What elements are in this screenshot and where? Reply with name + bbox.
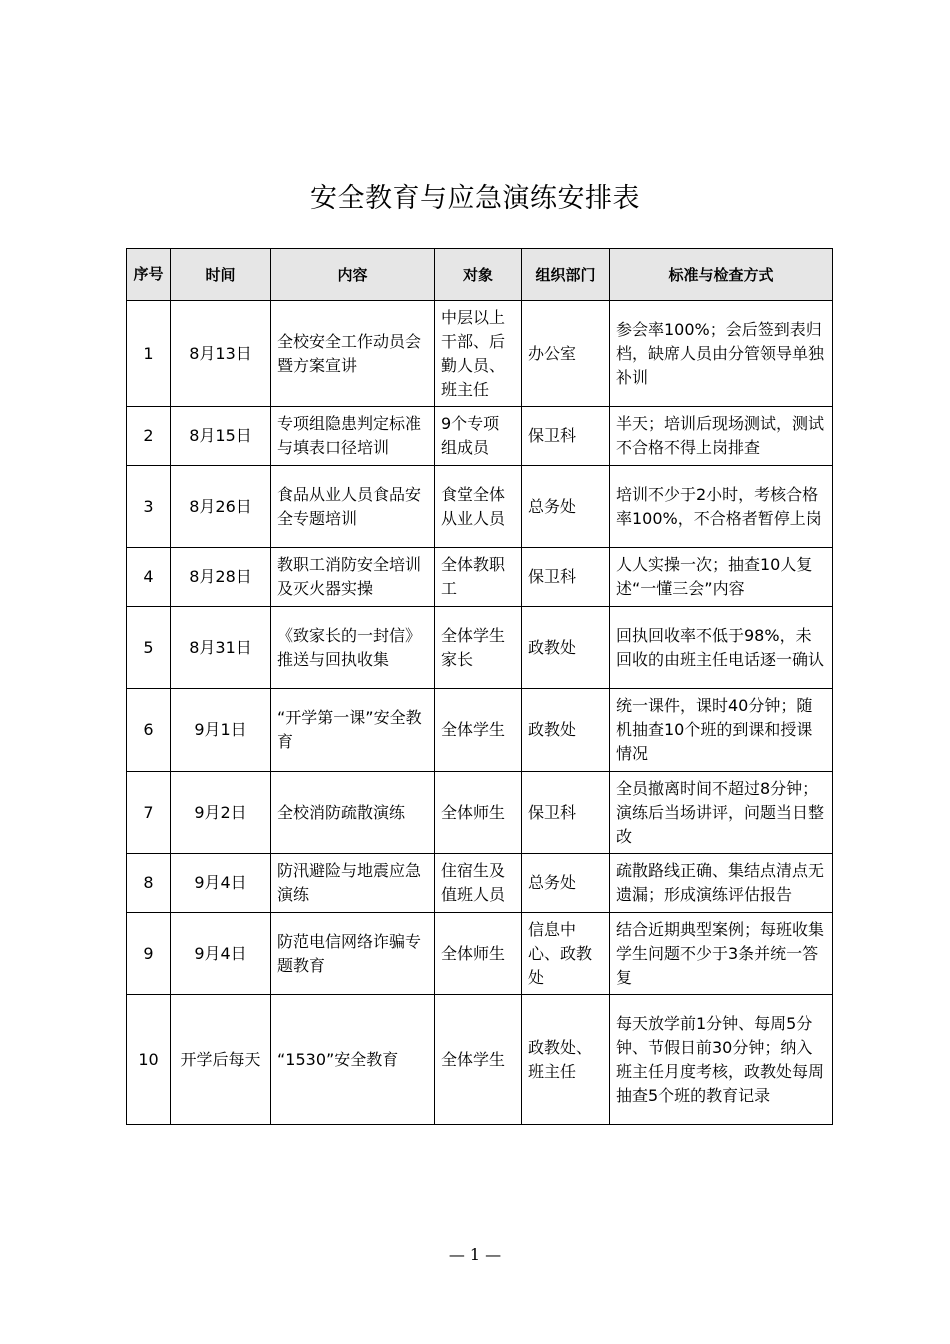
- cell-time: 9月4日: [171, 854, 271, 913]
- cell-standard: 人人实操一次；抽查10人复述“一懂三会”内容: [610, 548, 833, 607]
- cell-department: 总务处: [522, 466, 610, 548]
- cell-time: 9月4日: [171, 913, 271, 995]
- cell-standard: 统一课件，课时40分钟；随机抽查10个班的到课和授课情况: [610, 689, 833, 772]
- cell-time: 8月31日: [171, 607, 271, 689]
- cell-standard: 疏散路线正确、集结点清点无遗漏；形成演练评估报告: [610, 854, 833, 913]
- cell-index: 6: [127, 689, 171, 772]
- table-row: [127, 607, 833, 689]
- header-department: 组织部门: [522, 249, 610, 301]
- cell-index: 8: [127, 854, 171, 913]
- cell-target: 食堂全体从业人员: [435, 466, 522, 548]
- cell-department: 信息中心、政教处: [522, 913, 610, 995]
- cell-index: 5: [127, 607, 171, 689]
- cell-target: 全体师生: [435, 913, 522, 995]
- cell-target: 全体教职工: [435, 548, 522, 607]
- cell-standard: 回执回收率不低于98%，未回收的由班主任电话逐一确认: [610, 607, 833, 689]
- schedule-table: [126, 248, 833, 1125]
- table-row: [127, 854, 833, 913]
- cell-standard: 全员撤离时间不超过8分钟；演练后当场讲评，问题当日整改: [610, 772, 833, 854]
- cell-department: 保卫科: [522, 548, 610, 607]
- table-row: [127, 689, 833, 772]
- table-row: [127, 407, 833, 466]
- cell-department: 政教处: [522, 689, 610, 772]
- cell-content: 《致家长的一封信》推送与回执收集: [271, 607, 435, 689]
- cell-time: 9月2日: [171, 772, 271, 854]
- cell-time: 9月1日: [171, 689, 271, 772]
- cell-time: 8月28日: [171, 548, 271, 607]
- page-title: 安全教育与应急演练安排表: [310, 183, 640, 214]
- cell-target: 全体学生: [435, 689, 522, 772]
- header-index: 序号: [127, 249, 171, 301]
- cell-index: 3: [127, 466, 171, 548]
- table-row: [127, 913, 833, 995]
- cell-target: 住宿生及值班人员: [435, 854, 522, 913]
- cell-department: 保卫科: [522, 407, 610, 466]
- cell-standard: 参会率100%；会后签到表归档，缺席人员由分管领导单独补训: [610, 301, 833, 407]
- table-row: [127, 301, 833, 407]
- cell-index: 9: [127, 913, 171, 995]
- cell-content: 全校消防疏散演练: [271, 772, 435, 854]
- cell-target: 全体学生: [435, 995, 522, 1125]
- cell-time: 8月13日: [171, 301, 271, 407]
- cell-department: 政教处、班主任: [522, 995, 610, 1125]
- cell-content: 食品从业人员食品安全专题培训: [271, 466, 435, 548]
- table-row: [127, 548, 833, 607]
- table-row: [127, 466, 833, 548]
- cell-index: 4: [127, 548, 171, 607]
- cell-standard: 每天放学前1分钟、每周5分钟、节假日前30分钟；纳入班主任月度考核，政教处每周抽查5个班的教育记录: [610, 995, 833, 1125]
- cell-department: 办公室: [522, 301, 610, 407]
- cell-time: 开学后每天: [171, 995, 271, 1125]
- cell-content: 专项组隐患判定标准与填表口径培训: [271, 407, 435, 466]
- cell-index: 7: [127, 772, 171, 854]
- cell-department: 保卫科: [522, 772, 610, 854]
- cell-content: 防范电信网络诈骗专题教育: [271, 913, 435, 995]
- cell-content: “开学第一课”安全教育: [271, 689, 435, 772]
- cell-department: 政教处: [522, 607, 610, 689]
- cell-content: 全校安全工作动员会暨方案宣讲: [271, 301, 435, 407]
- cell-standard: 半天；培训后现场测试，测试不合格不得上岗排查: [610, 407, 833, 466]
- header-content: 内容: [271, 249, 435, 301]
- cell-content: 教职工消防安全培训及灭火器实操: [271, 548, 435, 607]
- cell-content: 防汛避险与地震应急演练: [271, 854, 435, 913]
- page-number: — 1 —: [448, 1245, 502, 1264]
- cell-index: 10: [127, 995, 171, 1125]
- header-standard: 标准与检查方式: [610, 249, 833, 301]
- header-time: 时间: [171, 249, 271, 301]
- header-row: [127, 249, 833, 301]
- cell-standard: 培训不少于2小时，考核合格率100%，不合格者暂停上岗: [610, 466, 833, 548]
- table-row: [127, 772, 833, 854]
- cell-department: 总务处: [522, 854, 610, 913]
- cell-index: 1: [127, 301, 171, 407]
- cell-target: 全体学生家长: [435, 607, 522, 689]
- cell-index: 2: [127, 407, 171, 466]
- cell-standard: 结合近期典型案例；每班收集学生问题不少于3条并统一答复: [610, 913, 833, 995]
- cell-target: 中层以上干部、后勤人员、班主任: [435, 301, 522, 407]
- cell-time: 8月26日: [171, 466, 271, 548]
- cell-target: 9个专项组成员: [435, 407, 522, 466]
- cell-time: 8月15日: [171, 407, 271, 466]
- cell-target: 全体师生: [435, 772, 522, 854]
- cell-content: “1530”安全教育: [271, 995, 435, 1125]
- table-row: [127, 995, 833, 1125]
- header-target: 对象: [435, 249, 522, 301]
